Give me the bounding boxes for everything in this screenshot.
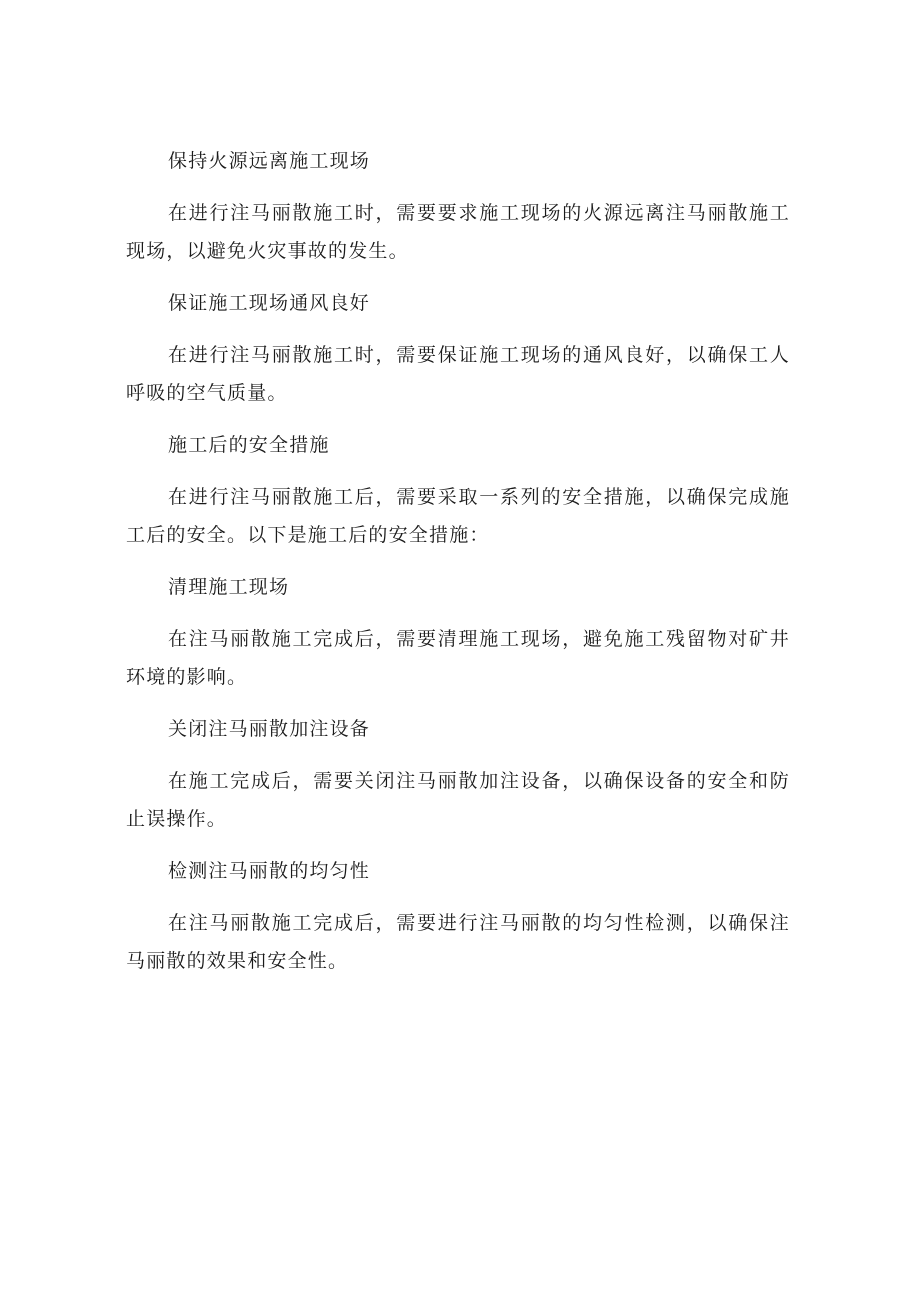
section-heading-fire-away: 保持火源远离施工现场 [168, 150, 371, 172]
section-heading-uniformity-check: 检测注马丽散的均匀性 [168, 860, 371, 882]
section-paragraph-close-equipment: 在施工完成后，需要关闭注马丽散加注设备，以确保设备的安全和防止误操作。 [126, 770, 790, 830]
section-paragraph-uniformity-check: 在注马丽散施工完成后，需要进行注马丽散的均匀性检测，以确保注马丽散的效果和安全性。 [126, 912, 790, 972]
section-paragraph-fire-away: 在进行注马丽散施工时，需要要求施工现场的火源远离注马丽散施工现场，以避免火灾事故的发生。 [126, 202, 790, 262]
section-paragraph-post-construction-safety: 在进行注马丽散施工后，需要采取一系列的安全措施，以确保完成施工后的安全。以下是施工后的安全措施： [126, 486, 790, 546]
section-heading-post-construction-safety: 施工后的安全措施 [168, 434, 330, 456]
section-paragraph-ventilation: 在进行注马丽散施工时，需要保证施工现场的通风良好，以确保工人呼吸的空气质量。 [126, 344, 790, 404]
section-paragraph-clean-site: 在注马丽散施工完成后，需要清理施工现场，避免施工残留物对矿井环境的影响。 [126, 628, 790, 688]
document-body [126, 142, 790, 980]
section-heading-clean-site: 清理施工现场 [168, 576, 290, 598]
section-heading-ventilation: 保证施工现场通风良好 [168, 292, 371, 314]
section-heading-close-equipment: 关闭注马丽散加注设备 [168, 718, 371, 740]
